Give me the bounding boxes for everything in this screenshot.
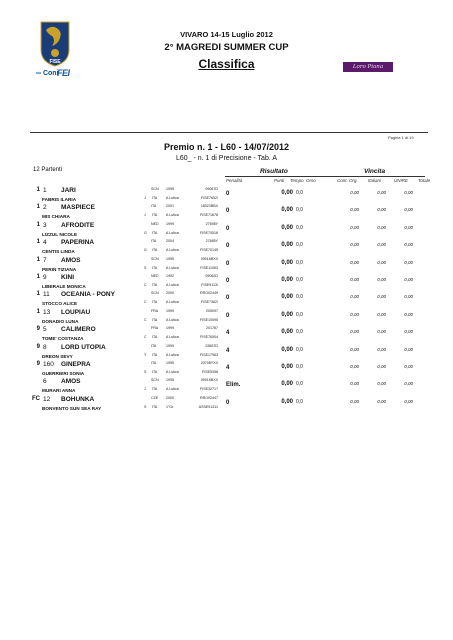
row-prize-italian: 0,00 [377, 398, 386, 404]
row-penalty: 4 [226, 347, 230, 354]
row-horse-id: RRO02449 [200, 291, 218, 296]
row-club: 1°Gr. [166, 404, 175, 409]
row-birth-year: 1999 [166, 308, 174, 313]
table-row [30, 186, 430, 204]
row-place: 1 [36, 274, 40, 280]
event-title: 2° MAGREDI SUMMER CUP [164, 42, 289, 53]
col-totale: Totale [418, 178, 431, 183]
competition-subtitle: L60_ - n. 1 di Precisione - Tab. A [175, 155, 278, 162]
row-number: 4 [43, 239, 47, 247]
row-club: A Lutica [166, 213, 179, 218]
row-fise-id: ASSE91311 [198, 404, 218, 409]
row-rider: PERIN TIZIANA [42, 266, 77, 272]
row-prize-org: 0,00 [350, 190, 359, 195]
row-points: 0,00 [281, 207, 293, 214]
row-category: J [144, 213, 146, 218]
row-points: 0,00 [281, 277, 293, 283]
row-rider: BONVENTO SUN SEA RAY [42, 405, 102, 411]
row-nation: ITA [152, 352, 158, 357]
svg-text:FISE: FISE [49, 59, 61, 65]
row-prize-org: 0,00 [350, 346, 359, 352]
row-category: S [144, 370, 147, 374]
row-rider: MURARI ANNA [42, 388, 76, 394]
row-birth-year: 2000 [166, 395, 174, 400]
row-penalty: 0 [226, 312, 230, 319]
col-orso: Orso [306, 178, 316, 183]
row-prize-italian: 0,00 [377, 242, 386, 248]
row-nation: ITA [152, 317, 158, 322]
row-prize-italian: 0,00 [377, 381, 386, 387]
competition-title: Premio n. 1 - L60 - 14/07/2012 [163, 142, 290, 152]
row-category: C [144, 335, 147, 340]
row-fise-id: FISE5356 [202, 370, 218, 374]
row-number: 3 [43, 221, 47, 229]
row-birth-year: 1995 [166, 378, 174, 383]
row-prize-italian: 0,00 [377, 294, 386, 300]
row-points: 0,00 [281, 259, 293, 266]
row-breed: ITA [151, 343, 157, 348]
row-birth-year: 1995 [166, 361, 174, 365]
row-category: C [144, 317, 147, 322]
row-breed: SCN [151, 378, 159, 383]
row-prize-unire: 0,00 [404, 398, 413, 404]
row-time: 0,0 [296, 242, 303, 249]
row-club: A Lutica [166, 283, 179, 287]
row-breed: NED [151, 274, 159, 278]
row-points: 0,00 [281, 398, 293, 405]
row-number: 160 [43, 361, 54, 368]
row-nation: ITA [152, 335, 158, 340]
coni-logo: ∞ Coni [36, 70, 59, 77]
row-prize-org: 0,00 [350, 224, 359, 230]
row-number: 1 [43, 187, 47, 194]
table-row [30, 308, 430, 326]
row-horse: KINI [61, 274, 74, 281]
row-breed: FRA [151, 326, 159, 331]
row-prize-org: 0,00 [350, 329, 359, 335]
row-birth-year: 1995 [166, 187, 174, 191]
row-time: 0,0 [296, 398, 303, 405]
row-rider: TOME' COSTANZA [42, 336, 84, 342]
row-fise-id: FISE9113/ [201, 283, 218, 287]
row-club: A Lutica [166, 335, 179, 340]
row-breed: ITA [151, 204, 157, 209]
row-number: 6 [43, 378, 47, 386]
row-breed: ITA [151, 239, 157, 244]
sponsor-logo: Loro Piana [343, 62, 393, 72]
row-prize-italian: 0,00 [377, 259, 386, 265]
row-birth-year: 1995 [166, 256, 174, 261]
row-number: 11 [43, 291, 50, 299]
row-rider: LIZZUL NICOLE [42, 231, 78, 237]
row-prize-italian: 0,00 [377, 190, 386, 195]
row-place: 1 [36, 221, 40, 228]
row-horse-id: 09016BXX [200, 378, 218, 383]
row-horse: GINEPRA [61, 361, 91, 368]
row-prize-org: 0,00 [350, 398, 359, 404]
row-penalty: 4 [226, 365, 230, 371]
row-time: 0,0 [296, 329, 303, 336]
row-place: 1 [36, 291, 40, 298]
coni-rings-icon: ∞ [36, 70, 41, 77]
row-prize-unire: 0,00 [404, 224, 413, 230]
row-prize-org: 0,00 [350, 364, 359, 369]
row-number: 2 [43, 204, 47, 212]
row-club: A Lutica [166, 370, 179, 374]
row-horse: MASPIECE [61, 204, 95, 212]
row-points: 0,00 [281, 364, 293, 370]
starters-count: 12 Partenti [33, 167, 63, 173]
row-rider: DREON SEVY [42, 353, 73, 359]
row-place: 1 [36, 308, 40, 315]
col-penalita: Penalità [226, 178, 243, 183]
row-breed: SCN [151, 187, 159, 191]
row-horse-id: 201787 [206, 326, 218, 331]
row-birth-year: 2000 [166, 291, 174, 296]
row-nation: ITA [152, 404, 158, 409]
row-rider: DONADIO LUNA [42, 318, 79, 324]
row-horse-id: 20708YXX [200, 361, 218, 365]
row-category: C [144, 300, 147, 305]
row-number: 7 [43, 256, 47, 264]
row-place: 1 [36, 204, 40, 211]
row-nation: ITA [152, 248, 158, 253]
row-breed: SCN [151, 256, 159, 261]
row-horse: JARI [61, 187, 76, 194]
event-date: VIVARO 14-15 Luglio 2012 [180, 30, 273, 39]
table-row [30, 343, 430, 361]
row-time: 0,0 [296, 364, 303, 370]
row-penalty: 0 [226, 243, 230, 250]
row-time: 0,0 [296, 294, 303, 301]
row-horse-id: 18023BBX [200, 204, 218, 209]
row-horse-id: RRO02447 [200, 395, 218, 400]
row-prize-unire: 0,00 [404, 277, 413, 282]
row-category: S [144, 404, 147, 409]
row-rider: GUERRIERI SONIA [42, 371, 85, 376]
row-prize-italian: 0,00 [377, 207, 386, 213]
row-birth-year: 2004 [166, 239, 174, 244]
table-row [30, 203, 430, 221]
row-fise-id: FISE71878 [200, 213, 218, 218]
row-penalty: 0 [226, 278, 230, 284]
fei-logo: FEI [57, 68, 70, 78]
row-category: C [144, 283, 147, 287]
row-prize-org: 0,00 [350, 207, 359, 213]
table-header-divider [225, 176, 425, 177]
row-prize-italian: 0,00 [377, 346, 386, 352]
row-horse: PAPERINA [61, 239, 95, 247]
row-nation: ITA [152, 283, 158, 287]
row-horse-id: 03657D [205, 343, 218, 348]
row-horse-id: 09016BXX [200, 256, 218, 261]
row-horse: AMOS [61, 378, 81, 386]
row-fise-id: FISE17963 [200, 352, 218, 357]
row-rider: MIS CHIARA [42, 214, 70, 220]
row-birth-year: 1999 [166, 343, 174, 348]
row-prize-org: 0,00 [350, 277, 359, 282]
row-penalty: Elim. [226, 382, 241, 389]
row-club: A Lutica [166, 300, 179, 305]
row-fise-id: FISE11063 [200, 265, 218, 270]
row-prize-unire: 0,00 [404, 190, 413, 195]
row-time: 0,0 [296, 277, 303, 283]
row-penalty: 0 [226, 208, 230, 215]
table-row [30, 256, 430, 274]
row-club: A Lutica [166, 248, 179, 253]
row-prize-unire: 0,00 [404, 381, 413, 387]
row-club: A Lutica [166, 196, 179, 200]
row-club: A Lutica [166, 230, 179, 235]
row-place: FC [32, 395, 40, 402]
row-number: 8 [43, 343, 47, 351]
row-points: 0,00 [281, 311, 293, 318]
row-points: 0,00 [281, 224, 293, 231]
row-prize-italian: 0,00 [377, 329, 386, 335]
row-prize-org: 0,00 [350, 259, 359, 265]
row-horse-id: 27685Y [205, 239, 218, 244]
row-prize-unire: 0,00 [404, 207, 413, 213]
col-cont-org: Cont. Org. [337, 178, 358, 183]
col-tempo: Tempo [290, 178, 304, 183]
row-time: 0,0 [296, 311, 303, 318]
row-points: 0,00 [281, 294, 293, 301]
row-time: 0,0 [296, 346, 303, 353]
row-breed: FRA [151, 308, 159, 313]
row-horse: OCEANIA - PONY [61, 291, 115, 299]
row-penalty: 0 [226, 295, 230, 302]
row-rider: LIBERALE MONICA [42, 284, 86, 289]
row-prize-unire: 0,00 [404, 242, 413, 248]
row-nation: ITA [152, 265, 158, 270]
row-place: 1 [36, 256, 40, 263]
row-horse-id: 09087D [205, 187, 218, 191]
row-birth-year: 2001 [166, 204, 174, 209]
col-unire: UNIRE [394, 178, 409, 183]
row-place: 9 [36, 326, 40, 333]
row-penalty: 0 [226, 191, 230, 197]
row-points: 0,00 [281, 329, 293, 336]
row-fise-id: FISE70516 [200, 230, 218, 235]
table-row [30, 395, 430, 413]
row-prize-unire: 0,00 [404, 346, 413, 352]
row-fise-id: FISE7652/ [201, 196, 218, 200]
row-horse-id: 205097 [206, 308, 218, 313]
row-breed: ITA [151, 361, 157, 365]
row-points: 0,00 [281, 190, 293, 196]
row-time: 0,0 [296, 190, 303, 196]
table-row [30, 221, 430, 239]
row-place: 9 [36, 361, 40, 367]
row-horse-id: 09062D [205, 274, 218, 278]
row-prize-org: 0,00 [350, 242, 359, 248]
row-prize-unire: 0,00 [404, 259, 413, 265]
row-nation: ITA [152, 230, 158, 235]
row-nation: ITA [152, 387, 158, 392]
row-birth-year: 1992 [166, 274, 174, 278]
row-penalty: 0 [226, 225, 230, 232]
row-prize-unire: 0,00 [404, 294, 413, 300]
row-horse: BOHUNKA [61, 395, 95, 403]
row-rider: CENTIS LINDA [42, 249, 75, 255]
row-horse: LORD UTOPIA [61, 343, 106, 351]
row-points: 0,00 [281, 346, 293, 353]
row-fise-id: FISE76504 [200, 335, 218, 340]
row-fise-id: FISE3271? [200, 387, 218, 392]
row-prize-org: 0,00 [350, 311, 359, 317]
row-fise-id: FISE70145 [200, 248, 218, 253]
row-penalty: 0 [226, 399, 230, 406]
row-club: A Lutica [166, 352, 179, 357]
row-place: 1 [36, 239, 40, 246]
row-place: 1 [36, 187, 40, 193]
row-fise-id: FISE7362/ [201, 300, 218, 305]
row-number: 9 [43, 274, 47, 281]
row-prize-italian: 0,00 [377, 224, 386, 230]
row-time: 0,0 [296, 259, 303, 266]
row-prize-org: 0,00 [350, 381, 359, 387]
row-category: Y [144, 352, 147, 357]
table-row [30, 377, 430, 395]
row-birth-year: 1999 [166, 326, 174, 331]
row-club: A Lutica [166, 317, 179, 322]
row-number: 5 [43, 326, 47, 334]
header-divider [30, 132, 428, 133]
row-category: G [144, 230, 147, 235]
row-breed: CZE [151, 395, 159, 400]
row-category: J [144, 196, 146, 200]
row-club: A Lutica [166, 265, 179, 270]
row-prize-italian: 0,00 [377, 364, 386, 369]
row-club: A Lutica [166, 387, 179, 392]
row-birth-year: 1999 [166, 221, 174, 226]
row-prize-unire: 0,00 [404, 311, 413, 317]
row-prize-italian: 0,00 [377, 277, 386, 282]
row-time: 0,0 [296, 207, 303, 214]
row-prize-unire: 0,00 [404, 364, 413, 369]
classifica-title: Classifica [198, 57, 255, 71]
row-nation: ITA [152, 213, 158, 218]
row-nation: ITA [152, 196, 158, 200]
table-row [30, 360, 430, 378]
row-prize-org: 0,00 [350, 294, 359, 300]
table-row [30, 238, 430, 256]
table-row [30, 325, 430, 343]
page-number: Pagina 1 di 19 [388, 135, 414, 140]
row-points: 0,00 [281, 242, 293, 249]
row-category: G [144, 248, 147, 253]
row-breed: SCN [151, 291, 159, 296]
row-breed: NED [151, 221, 159, 226]
row-place: 9 [36, 343, 40, 350]
result-group-header: Risultato [260, 168, 288, 175]
row-nation: ITA [152, 300, 158, 305]
row-prize-unire: 0,00 [404, 329, 413, 335]
row-number: 13 [43, 308, 51, 316]
row-horse: CALIMERO [61, 326, 96, 334]
row-points: 0,00 [281, 381, 293, 388]
row-rider: FABRIS ILARIA [42, 197, 77, 202]
row-time: 0,0 [296, 224, 303, 231]
row-horse-id: 27698Y [205, 221, 218, 226]
row-category: J [144, 387, 146, 392]
row-prize-italian: 0,00 [377, 311, 386, 317]
row-horse: AFRODITE [61, 221, 95, 229]
row-penalty: 4 [226, 330, 230, 337]
col-punti: Punti [274, 178, 285, 183]
prize-group-header: Vincita [364, 168, 386, 175]
row-horse: AMOS [61, 256, 81, 264]
table-row [30, 273, 430, 291]
row-rider: STOCCO ALICE [42, 301, 78, 307]
row-number: 12 [43, 395, 51, 403]
row-horse: LOUPIAU [61, 308, 91, 316]
row-category: S [144, 265, 147, 270]
row-nation: ITA [152, 370, 158, 374]
row-time: 0,0 [296, 381, 303, 388]
table-row [30, 290, 430, 308]
row-fise-id: FISE10595 [200, 317, 218, 322]
row-penalty: 0 [226, 260, 230, 267]
col-italiani: Italiani [368, 178, 382, 183]
